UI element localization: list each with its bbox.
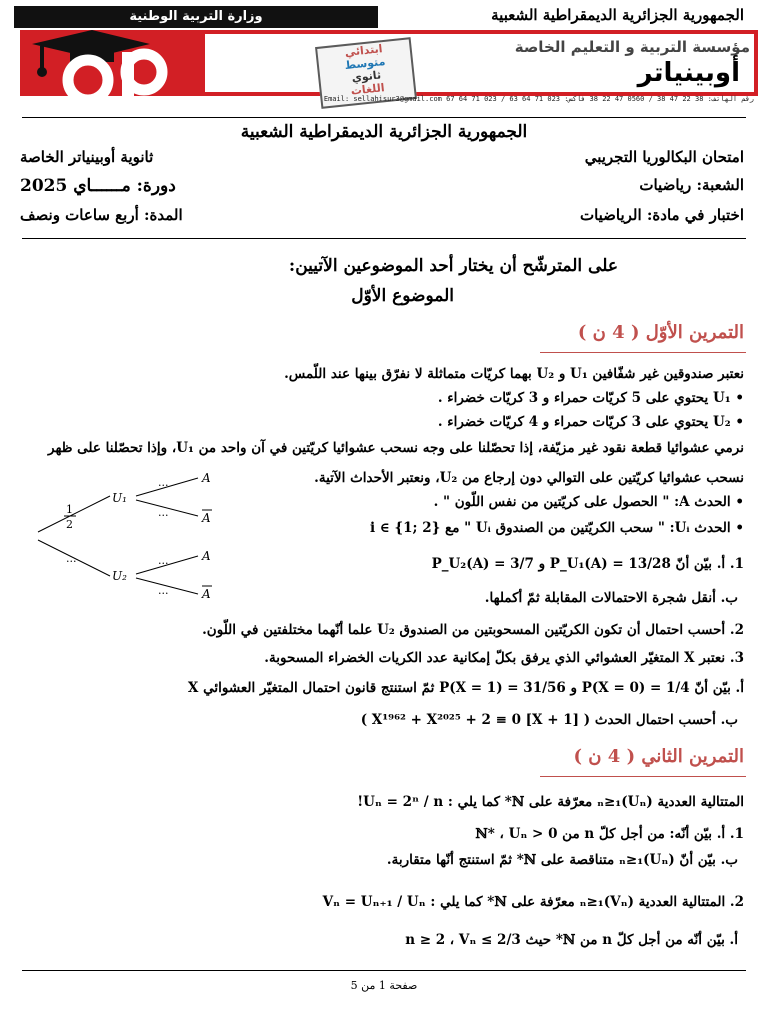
exercise-2-underline [540, 776, 746, 777]
tree-dots: ... [158, 476, 169, 489]
tree-a-label-2: A [202, 549, 211, 563]
institution-name: مؤسسة التربية و التعليم الخاصة [514, 38, 750, 56]
ex1-q3a: أ. بيّن أنّ P(X = 0) = 1/4 و P(X = 1) = 31/56 ثمّ استنتج قانون احتمال المتغيّر العشوائي X [187, 680, 744, 696]
tree-a-label-1: A [202, 471, 211, 485]
footer-divider [22, 970, 746, 971]
exercise-1-title: التمرين الأوّل ( 4 ن ) [577, 322, 744, 343]
ex1-line-1: نعتبر صندوقين غير شفّافين U₁ و U₂ بهما كريّات متماثلة لا نفرّق بينها عند اللّمس. [284, 366, 744, 382]
tree-u1-label: U₁ [112, 491, 127, 505]
exercise-2-title: التمرين الثاني ( 4 ن ) [573, 746, 744, 767]
ex1-q3: 3. نعتبر X المتغيّر العشوائي الذي يرفق بكلّ إمكانية عدد الكريات الخضراء المسحوبة. [264, 650, 744, 666]
branch-label: الشعبة: رياضيات [639, 176, 744, 194]
brand-name: أوبينياتر [637, 58, 740, 88]
ex1-q1b: ب. أنقل شجرة الاحتمالات المقابلة ثمّ أكملها. [484, 590, 738, 606]
school-name: ثانوية أوبينياتر الخاصة [20, 148, 154, 166]
republic-title: الجمهورية الجزائرية الديمقراطية الشعبية [240, 122, 528, 142]
session-label: دورة: مــــــاي 2025 [20, 176, 176, 196]
ministry-strip: وزارة التربية الوطنية [14, 6, 378, 28]
ex2-q1b: ب. بيّن أنّ (Uₙ)ₙ≥₁ متناقصة على ℕ* ثمّ استنتج أنّها متقاربة. [386, 852, 738, 868]
ex2-q1a: 1. أ. بيّن أنّه: من أجل كلّ n من ℕ* ، Uₙ > 0 [475, 826, 744, 842]
ex1-q3b: ب. أحسب احتمال الحدث ( X¹⁹⁶² + X²⁰²⁵ + 2 ≡ 0 [X + 1] ) [360, 712, 738, 728]
exam-title: امتحان البكالوريا التجريبي [584, 148, 744, 166]
half-denominator: 2 [66, 518, 73, 531]
contact-line: رقم الهاتف: 38 22 47 38 / 0560 47 22 38 فاكس: 023 71 64 63 / 023 71 64 67 Email: sellahisur3@gmail.com [323, 95, 754, 103]
subject-label: اختبار في مادة: الرياضيات [579, 206, 744, 224]
ex1-q2: 2. أحسب احتمال أن تكون الكريّتين المسحوبتين من الصندوق U₂ علما أنّهما مختلفتين في اللّون. [202, 622, 744, 638]
ex2-q2a: أ. بيّن أنّه من أجل كلّ n من ℕ* حيث n ≥ 2 ، Vₙ ≤ 2/3 [405, 932, 738, 948]
level-middle: متوسط [344, 54, 386, 73]
ex2-definition: المتتالية العددية (Uₙ)ₙ≥₁ معرّفة على ℕ* كما يلي : Uₙ = 2ⁿ / n! [357, 794, 744, 810]
ex1-line-3: • U₂ يحتوي على 3 كريّات حمراء و 4 كريّات خضراء . [437, 414, 744, 430]
half-numerator: 1 [66, 503, 73, 516]
school-logo-icon [22, 22, 202, 106]
republic-banner-text: الجمهورية الجزائرية الديمقراطية الشعبية [491, 6, 744, 24]
exercise-1-underline [540, 352, 746, 353]
header-banner [0, 0, 768, 112]
ex1-line-2: • U₁ يحتوي على 5 كريّات حمراء و 3 كريّات خضراء . [437, 390, 744, 406]
level-primary: ابتدائي [344, 42, 384, 60]
level-secondary: ثانوي [351, 68, 382, 85]
tree-dots: ... [66, 552, 77, 565]
ex1-line-7: • الحدث Uᵢ: " سحب الكريّتين من الصندوق Uᵢ " مع i ∈ {1; 2} [369, 520, 744, 536]
topic-title: الموضوع الأوّل [351, 286, 454, 306]
tree-dots: ... [158, 554, 169, 567]
tree-u2-label: U₂ [112, 569, 127, 583]
ex1-q1a: 1. أ. بيّن أنّ P_U₁(A) = 13/28 و P_U₂(A) = 3/7 [431, 556, 744, 572]
tree-dots: ... [158, 584, 169, 597]
tree-dots: ... [158, 506, 169, 519]
duration-label: المدة: أربع ساعات ونصف [20, 206, 183, 224]
level-languages: اللغات [350, 81, 386, 98]
tree-branch [38, 496, 110, 532]
divider [22, 117, 746, 118]
divider [22, 238, 746, 239]
ex2-q2: 2. المتتالية العددية (Vₙ)ₙ≥₁ معرّفة على ℕ* كما يلي : Vₙ = Uₙ₊₁ / Uₙ [322, 894, 744, 910]
ex1-line-4: نرمي عشوائيا قطعة نقود غير مزيّفة، إذا تحصّلنا على وجه نسحب عشوائيا كريّتين في آن واحد من U₁، وإذا تحصّلنا على ظهر [48, 440, 744, 456]
probability-tree [30, 468, 230, 608]
instruction-text: على المترشّح أن يختار أحد الموضوعين الآتيين: [288, 256, 618, 276]
ex1-line-5: نسحب عشوائيا كريّتين على التوالي دون إرجاع من U₂، ونعتبر الأحداث الآتية. [314, 470, 744, 486]
tree-abar-label-1: A [202, 511, 211, 525]
tree-abar-label-2: A [202, 587, 211, 601]
ex1-line-6: • الحدث A: " الحصول على كريّتين من نفس اللّون " . [433, 494, 744, 510]
page-number: صفحة 1 من 5 [350, 979, 418, 992]
